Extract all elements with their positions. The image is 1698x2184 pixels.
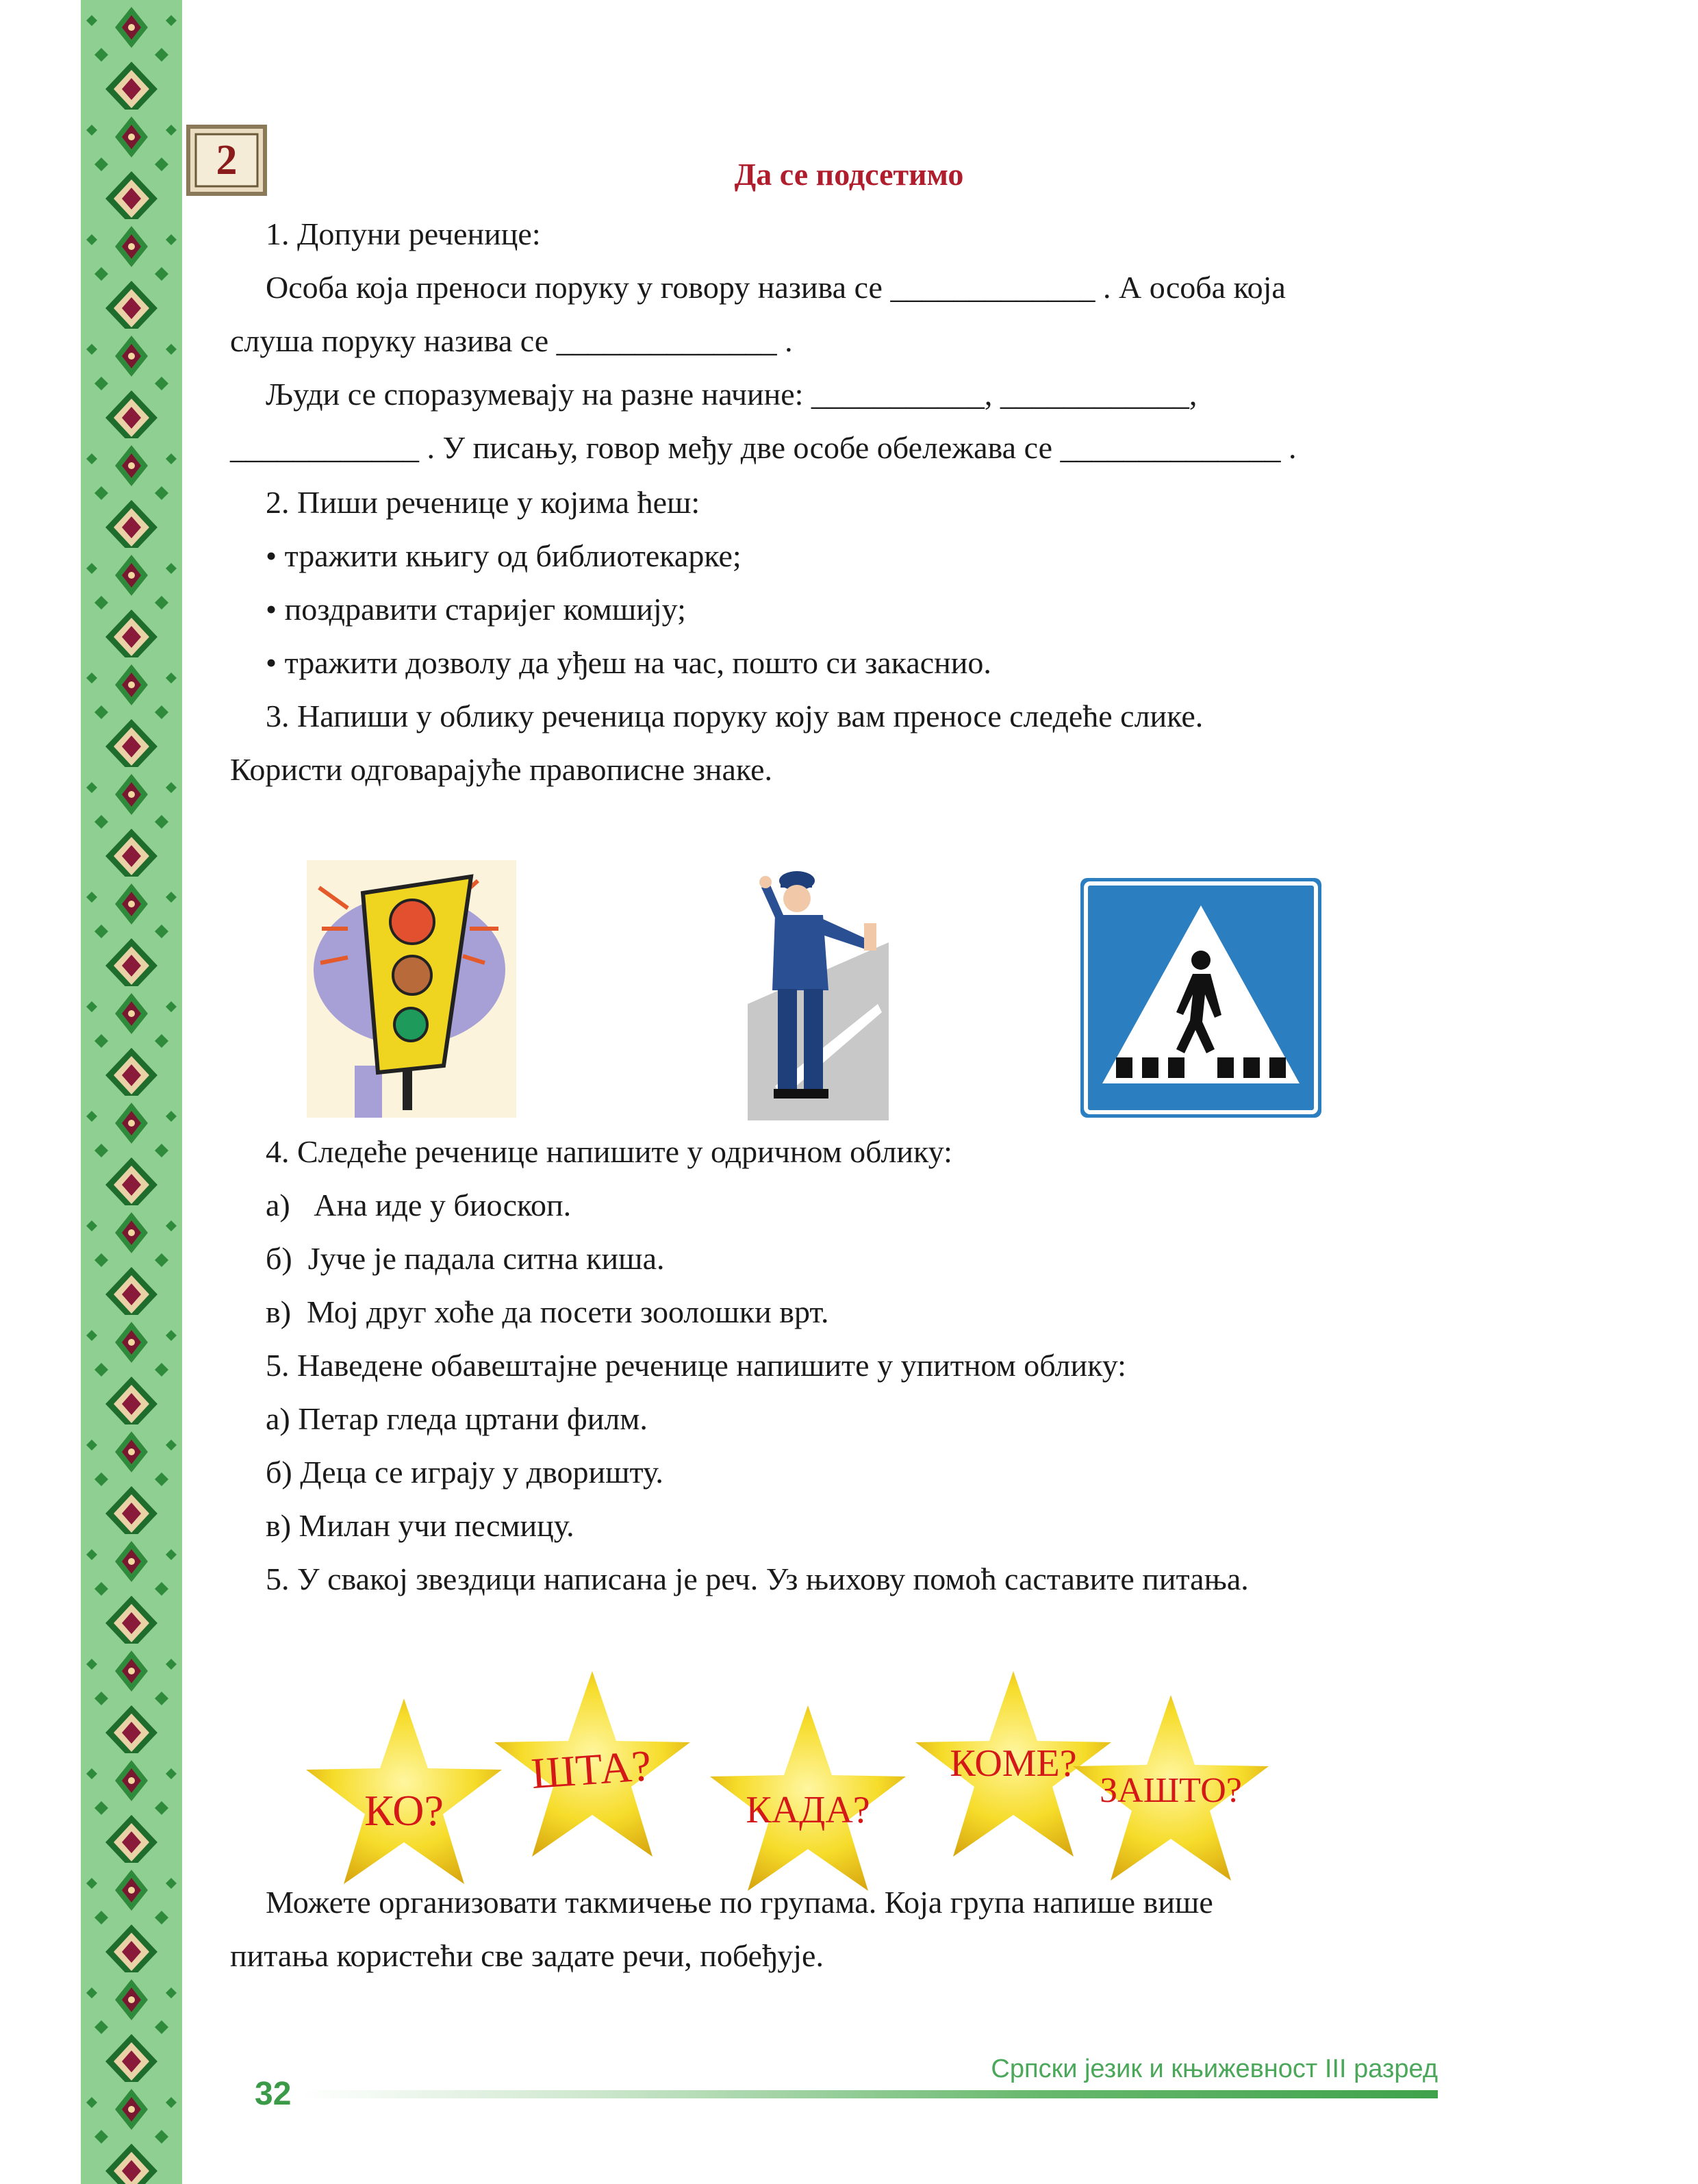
footer-divider (301, 2090, 1438, 2098)
star-shta (494, 1671, 690, 1857)
lesson-number-badge (185, 123, 268, 197)
task-5-item: в) Милан учи песмицу. (266, 1508, 574, 1543)
star-word: КОМЕ? (950, 1742, 1077, 1785)
star-word: ЗАШТО? (1100, 1771, 1242, 1810)
page-number: 32 (255, 2076, 292, 2112)
star-word: КО? (364, 1786, 444, 1835)
task-1-line: Особа која преноси поруку у говору назива се _____________ . А особа која (266, 270, 1286, 305)
task-4-heading: 4. Следеће реченице напишите у одричном облику: (266, 1134, 952, 1169)
task-4-item: а) Ана иде у биоскоп. (266, 1188, 572, 1222)
traffic-policeman-illustration (748, 860, 889, 1120)
task-4-item: в) Мој друг хоће да посети зоолошки врт. (266, 1294, 829, 1329)
star-word: КАДА? (746, 1789, 870, 1831)
task-4-item: б) Јуче је падала ситна киша. (266, 1241, 665, 1276)
task-6-heading: 5. У свакој звездици написана је реч. Уз њихову помоћ саставите питања. (266, 1561, 1249, 1596)
task-5-item: б) Деца се играју у дворишту. (266, 1455, 663, 1490)
page-title: Да се подсетимо (734, 157, 964, 192)
task-1-heading: 1. Допуни реченице: (266, 216, 541, 251)
bullet-item: • тражити књигу од библиотекарке; (266, 538, 742, 573)
closing-text: питања користећи све задате речи, побеђује. (230, 1938, 824, 1973)
task-1-line: ____________ . У писању, говор међу две особе обележава се ______________ . (230, 430, 1297, 465)
question-stars (301, 1661, 1328, 1900)
star-word: ШТА? (529, 1741, 653, 1798)
closing-text: Можете организовати такмичење по групама. Која група напише више (266, 1885, 1213, 1920)
traffic-light-illustration (307, 860, 516, 1118)
bullet-item: • тражити дозволу да уђеш на час, пошто си закаснио. (266, 645, 991, 680)
star-zashto (1073, 1695, 1269, 1881)
lesson-number: 2 (216, 136, 238, 184)
star-ko (306, 1698, 502, 1884)
task-5-heading: 5. Наведене обавештајне реченице напишите у упитном облику: (266, 1348, 1126, 1383)
task-1-line: Људи се споразумевају на разне начине: ___________, ____________, (266, 377, 1198, 412)
book-title: Српски језик и књижевност III разред (991, 2055, 1438, 2083)
task-3-line: Користи одговарајуће правописне знаке. (230, 752, 773, 787)
decorative-border (81, 0, 182, 2184)
task-1-line: слуша поруку назива се ______________ . (230, 323, 793, 358)
task-2-heading: 2. Пиши реченице у којима ћеш: (266, 485, 700, 520)
pedestrian-crossing-sign (1080, 878, 1321, 1118)
task-3-heading: 3. Напиши у облику реченица поруку коју вам преносе следеће слике. (266, 699, 1204, 733)
task-5-item: а) Петар гледа цртани филм. (266, 1401, 648, 1436)
star-kome (915, 1671, 1111, 1857)
star-kada (710, 1705, 906, 1891)
bullet-item: • поздравити старијег комшију; (266, 592, 686, 627)
